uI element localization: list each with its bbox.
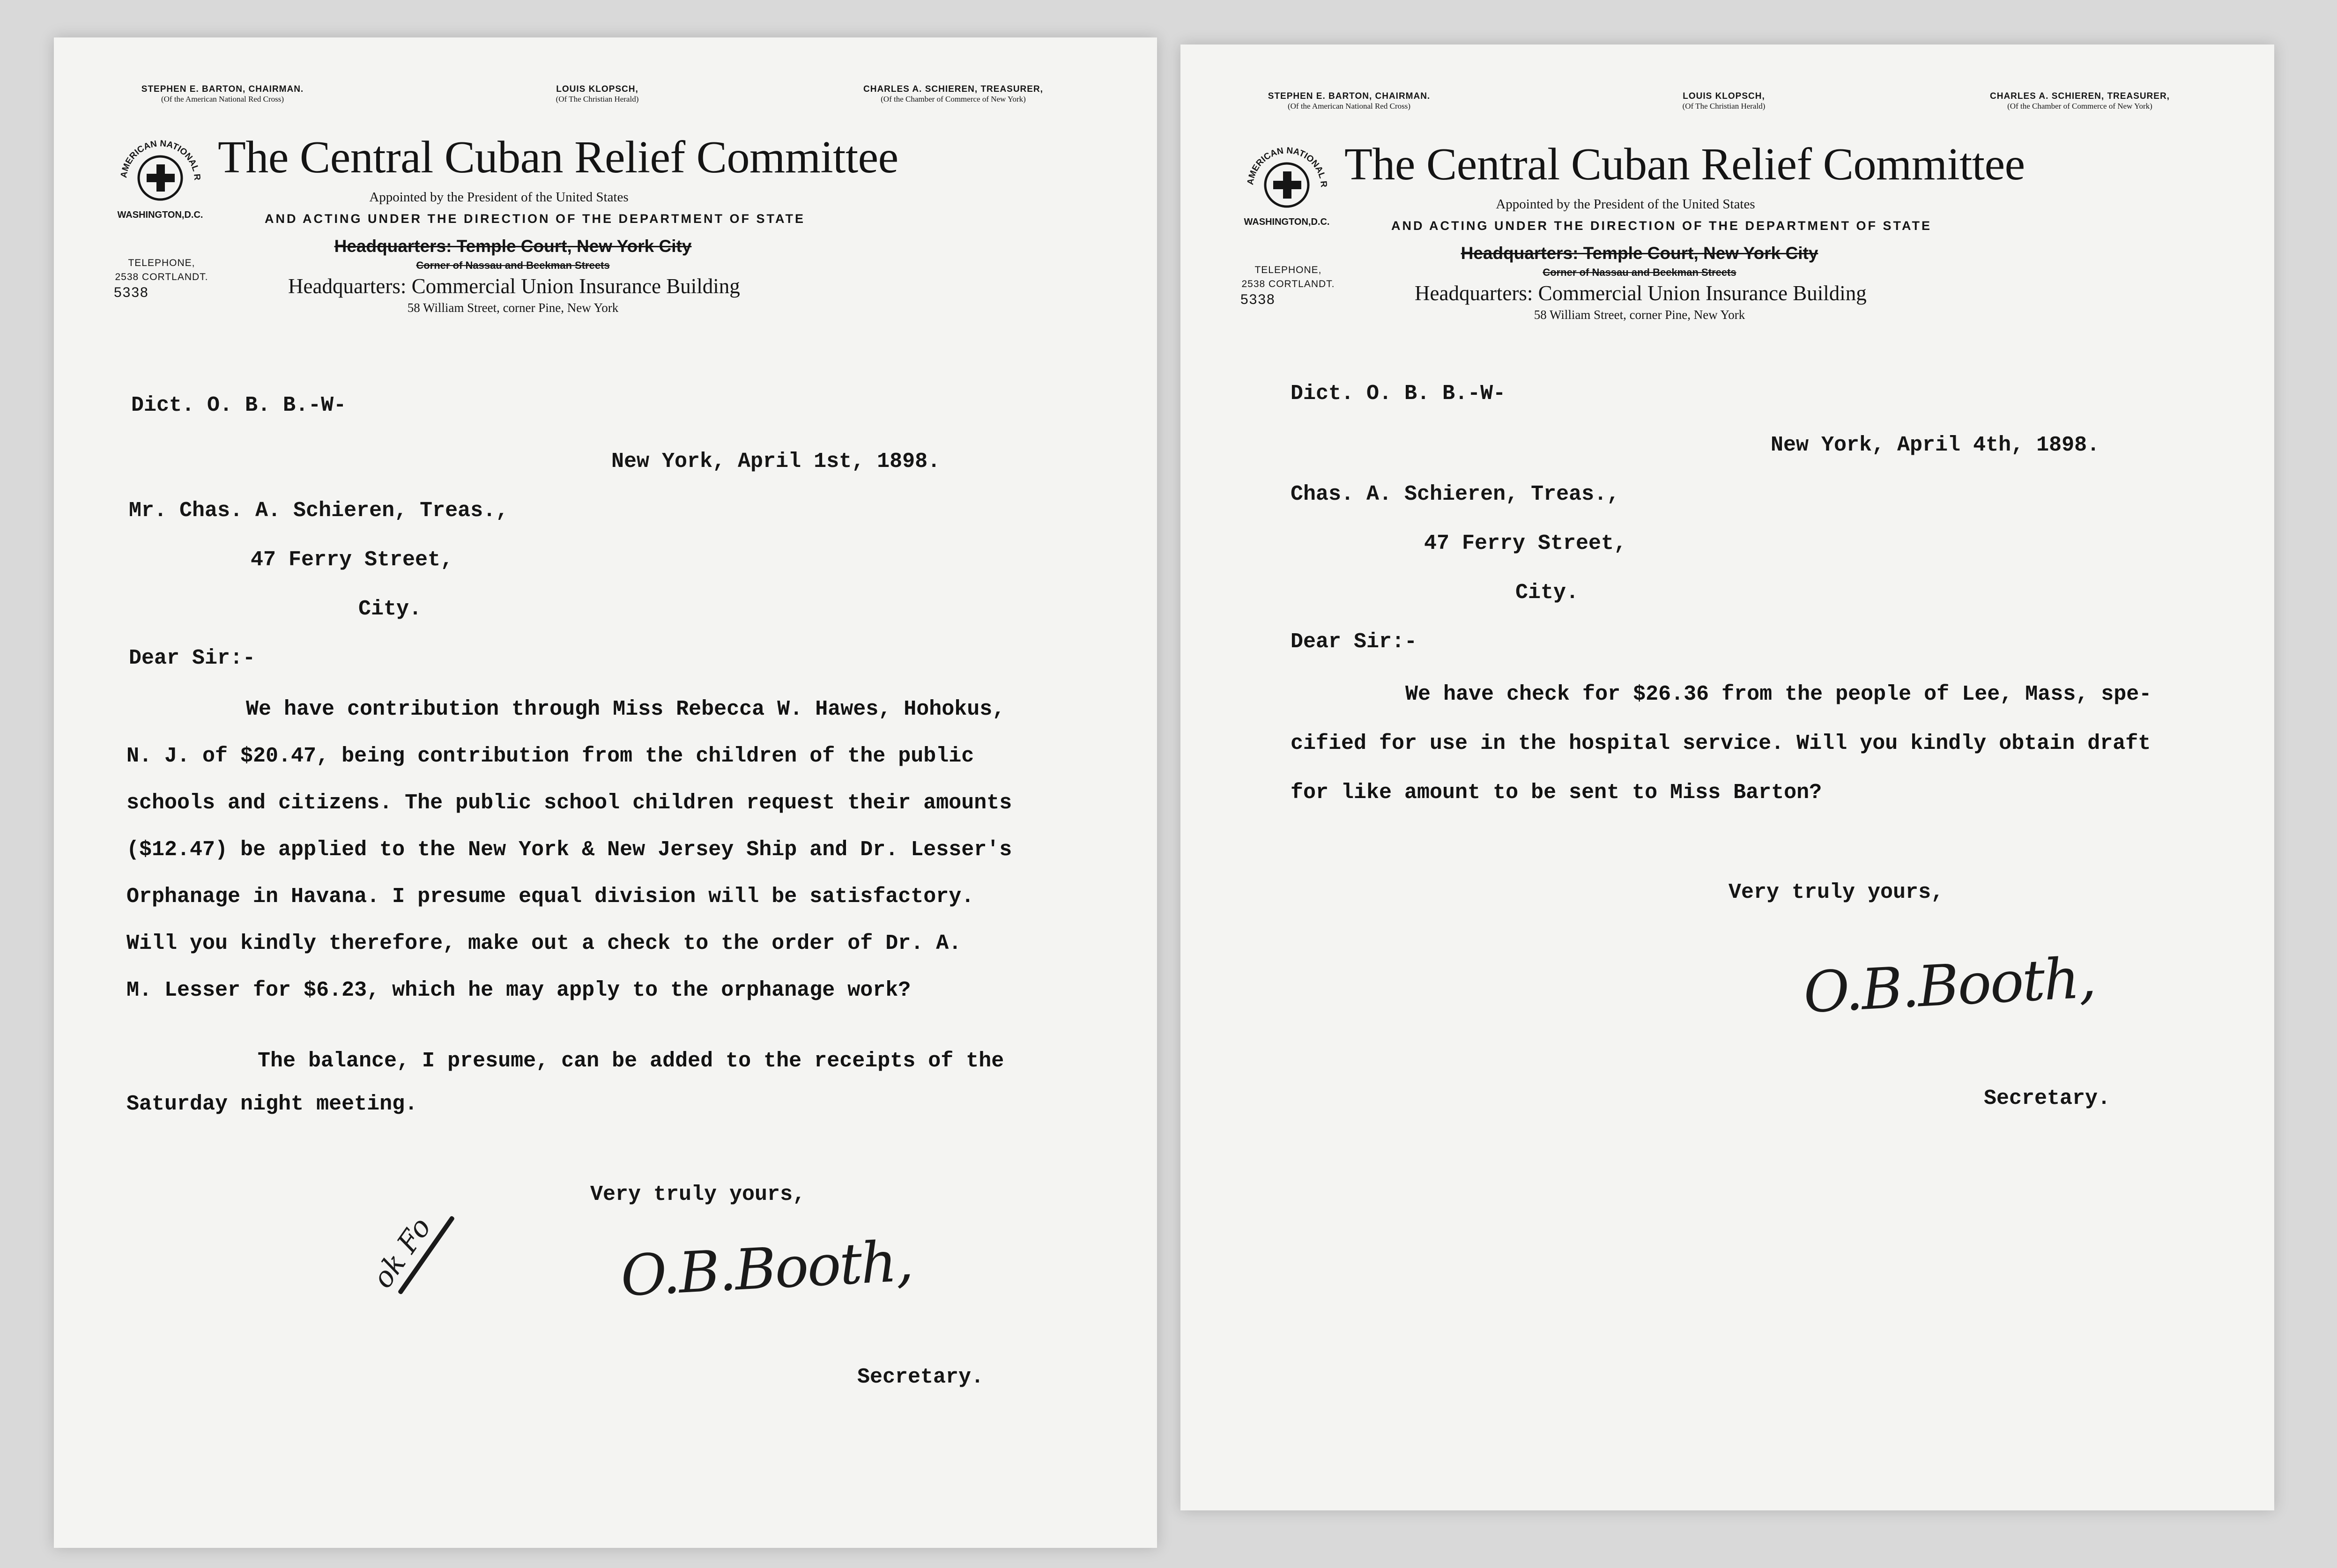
old-headquarters: Headquarters: Temple Court, New York City (1461, 244, 1818, 263)
salutation: Dear Sir:- (129, 646, 256, 670)
red-cross-seal-icon (1234, 131, 1340, 237)
old-headquarters-corner: Corner of Nassau and Beekman Streets (416, 259, 610, 271)
letter-date: New York, April 4th, 1898. (1771, 433, 2100, 457)
seal-bottom-text: WASHINGTON,D.C. (117, 210, 203, 220)
handwritten-initials: ok Fo (366, 1211, 438, 1294)
signature: O.B.Booth, (1802, 945, 2097, 1026)
officer-org: (Of The Christian Herald) (1682, 102, 1766, 111)
acting-line: AND ACTING UNDER THE DIRECTION OF THE DEPARTMENT OF STATE (1391, 219, 1932, 233)
officer-name: CHARLES A. SCHIEREN, TREASURER, (1990, 91, 2170, 101)
officer-chairman (101, 84, 344, 104)
telephone-new: 5338 (114, 285, 149, 300)
officer-org: (Of The Christian Herald) (556, 95, 639, 104)
red-cross-seal-icon (108, 124, 213, 229)
svg-text:AMERICAN NATIONAL RED CROSS (108, 124, 202, 181)
officer-org: (Of the Chamber of Commerce of New York) (881, 95, 1026, 104)
signer-title: Secretary. (1984, 1087, 2111, 1110)
recipient-city: City. (1515, 581, 1579, 605)
signature: O.B.Booth, (619, 1228, 914, 1309)
officer-name: LOUIS KLOPSCH, (556, 84, 638, 94)
recipient-city: City. (358, 597, 422, 621)
body-line: ($12.47) be applied to the New York & New Jersey Ship and Dr. Lesser's (126, 838, 1012, 862)
recipient-name: Chas. A. Schieren, Treas., (1291, 482, 1620, 506)
body-line: for like amount to be sent to Miss Barton? (1291, 781, 1822, 805)
closing: Very truly yours, (1729, 880, 1944, 904)
telephone-old: 2538 CORTLANDT. (115, 272, 208, 282)
telephone-label: TELEPHONE, (128, 258, 195, 268)
officer-org: (Of the American National Red Cross) (1287, 102, 1410, 111)
salutation: Dear Sir:- (1291, 630, 1417, 654)
appointed-line: Appointed by the President of the United States (369, 190, 629, 205)
dictation-ref: Dict. O. B. B.-W- (1291, 382, 1506, 406)
body-line: Saturday night meeting. (126, 1092, 418, 1116)
headquarters-address: 58 William Street, corner Pine, New York (407, 301, 619, 315)
seal-top-text: AMERICAN NATIONAL R (1246, 146, 1329, 188)
svg-text:AMERICAN NATIONAL RED CROSS (1234, 131, 1328, 188)
telephone-label: TELEPHONE, (1254, 265, 1322, 275)
body-line: M. Lesser for $6.23, which he may apply to the orphanage work? (126, 978, 911, 1002)
seal-bottom-text: WASHINGTON,D.C. (1244, 217, 1330, 227)
officer-org: (Of the Chamber of Commerce of New York) (2007, 102, 2152, 111)
recipient-name: Mr. Chas. A. Schieren, Treas., (129, 499, 509, 523)
dictation-ref: Dict. O. B. B.-W- (131, 393, 347, 417)
appointed-line: Appointed by the President of the United States (1496, 197, 1755, 212)
body-line: We have check for $26.36 from the people of Lee, Mass, spe- (1405, 682, 2152, 706)
headquarters-address: 58 William Street, corner Pine, New York (1534, 308, 1745, 322)
committee-name: The Central Cuban Relief Committee (218, 132, 898, 183)
signer-title: Secretary. (857, 1365, 984, 1389)
body-line: Orphanage in Havana. I presume equal division will be satisfactory. (126, 885, 974, 909)
telephone-new: 5338 (1240, 292, 1276, 307)
telephone-old: 2538 CORTLANDT. (1241, 279, 1335, 289)
officer-chairman (1227, 91, 1471, 111)
new-headquarters: Headquarters: Commercial Union Insurance Building (1415, 281, 1867, 305)
closing: Very truly yours, (590, 1183, 806, 1206)
officer-treasurer (813, 84, 1094, 104)
officer-treasurer (1939, 91, 2220, 111)
letter-body (1291, 670, 2152, 817)
seal-top-text: AMERICAN NATIONAL R (119, 139, 202, 181)
recipient-street: 47 Ferry Street, (1424, 532, 1627, 555)
officer-klopsch (1621, 91, 1827, 111)
letter-body-closing (126, 1040, 1004, 1126)
officer-name: STEPHEN E. BARTON, CHAIRMAN. (141, 84, 304, 94)
body-line: cified for use in the hospital service. Will you kindly obtain draft (1291, 732, 2151, 755)
letter-body (126, 686, 1012, 1014)
body-line: The balance, I presume, can be added to the receipts of the (258, 1049, 1004, 1073)
officer-name: STEPHEN E. BARTON, CHAIRMAN. (1268, 91, 1431, 101)
letter-date: New York, April 1st, 1898. (611, 450, 941, 473)
officer-name: CHARLES A. SCHIEREN, TREASURER, (863, 84, 1043, 94)
officer-org: (Of the American National Red Cross) (161, 95, 284, 104)
letter-april-4 (1180, 44, 2274, 1510)
officer-klopsch (494, 84, 700, 104)
old-headquarters-corner: Corner of Nassau and Beekman Streets (1543, 266, 1736, 278)
new-headquarters: Headquarters: Commercial Union Insurance Building (288, 274, 740, 298)
recipient-street: 47 Ferry Street, (251, 548, 453, 572)
acting-line: AND ACTING UNDER THE DIRECTION OF THE DEPARTMENT OF STATE (265, 212, 805, 226)
officer-name: LOUIS KLOPSCH, (1683, 91, 1765, 101)
old-headquarters: Headquarters: Temple Court, New York City (334, 237, 692, 256)
letter-april-1 (54, 37, 1157, 1548)
body-line: Will you kindly therefore, make out a check to the order of Dr. A. (126, 932, 962, 955)
body-line: N. J. of $20.47, being contribution from the children of the public (126, 744, 974, 768)
body-line: schools and citizens. The public school children request their amounts (126, 791, 1012, 815)
committee-name: The Central Cuban Relief Committee (1344, 139, 2025, 190)
body-line: We have contribution through Miss Rebecca W. Hawes, Hohokus, (246, 697, 1005, 721)
